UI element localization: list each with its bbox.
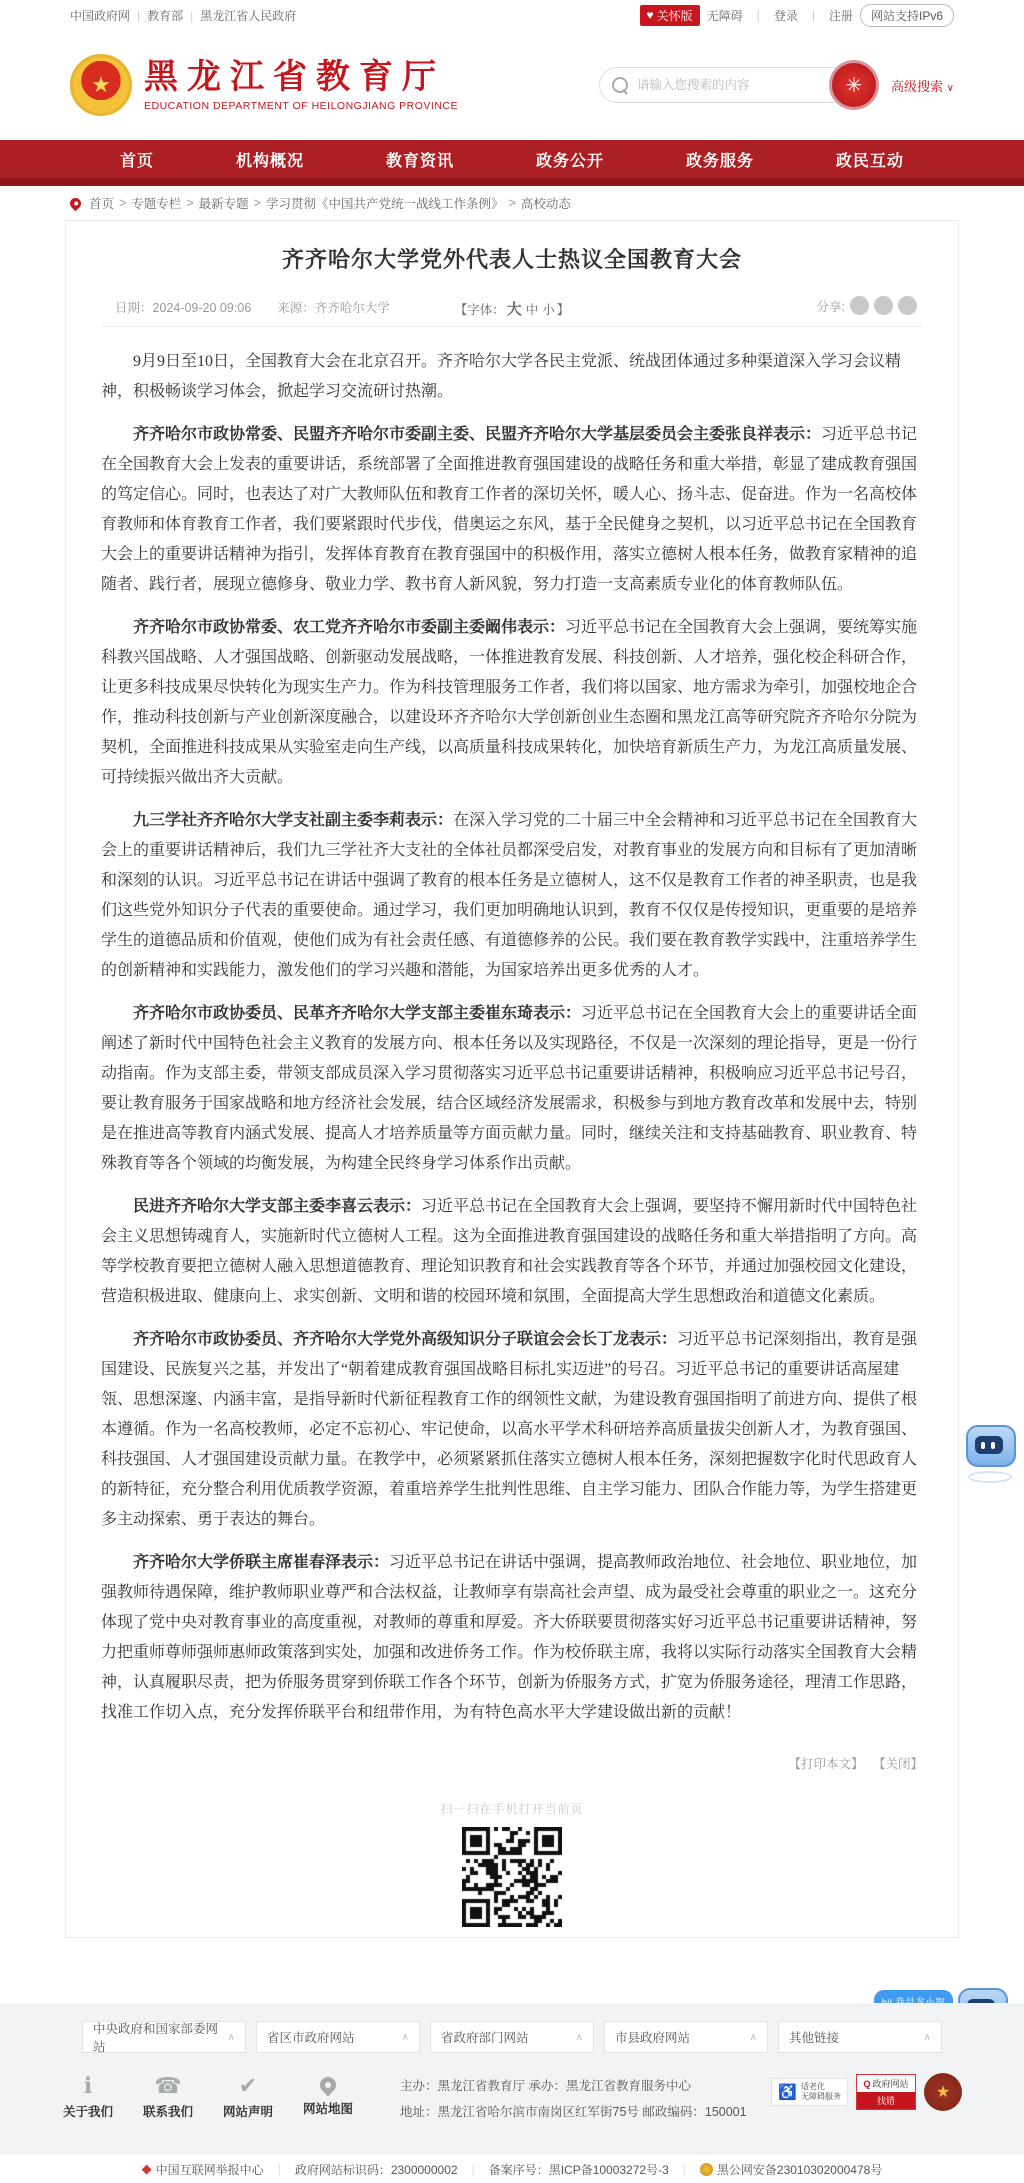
breadcrumb-separator: > (186, 196, 194, 210)
breadcrumb-separator: > (508, 196, 516, 210)
paragraph-lead: 齐齐哈尔市政协常委、农工党齐齐哈尔市委副主委阚伟表示： (133, 619, 566, 636)
select-other-links[interactable]: 其他链接 ∧ (778, 2021, 942, 2053)
site-map-link[interactable]: 网站地图 (302, 2073, 354, 2120)
link-china-gov[interactable]: 中国政府网 (70, 8, 131, 23)
breadcrumb-university-news[interactable]: 高校动态 (520, 197, 571, 211)
paragraph-text: 在深入学习党的二十届三中全会精神和习近平总书记在全国教育大会上的重要讲话精神后，我们九三学社齐大支社的全体社员都深受启发，对教育事业的发展方向和目标有了更加清晰和深刻的认识。习近平总书记在讲话中强调了教育的根本任务是立德树人，这不仅是教育工作者的神圣职责，也是我们这些党外知识分子代表的重要使命。通过学习，我们更加明确地认识到，教育不仅仅是传授知识，更重要的是培养学生的道德品质和价值观，使他们成为有社会责任感、有道德修养的公民。我们要在教育教学实践中，注重培养学生的创新精神和实践能力，激发他们的学习兴趣和潜能，为国家培养出更多优秀的人才。 (101, 812, 918, 979)
topbar-separator: | (756, 8, 760, 22)
contact-us-link[interactable]: ☎ 联系我们 (142, 2073, 193, 2119)
font-size-small-button[interactable]: 小 (542, 303, 555, 317)
paragraph-text: 习近平总书记在讲话中强调，提高教师政治地位、社会地位、职业地位，加强教师待遇保障，维护教师职业尊严和合法权益，让教师享有崇高社会声望、成为最受社会尊重的职业之一。这充分体现了党中央对教育事业的高度重视，对教师的尊重和厚爱。齐大侨联要贯彻落实好习近平总书记重要讲话精神，努力把重师尊师强师惠师政策落到实处，加强和改进侨务工作。作为校侨联主席，我将以实际行动落实全国教育大会精神，认真履职尽责，把为侨服务贯穿到侨联工作各个环节，创新为侨服务方式，扩宽为侨服务途径，理清工作思路，找准工作切入点，充分发挥侨联平台和纽带作用，为有特色高水平大学建设做出新的贡献！ (101, 1554, 918, 1721)
link-moe[interactable]: 教育部 (147, 8, 184, 23)
font-size-widget (455, 298, 570, 319)
breadcrumb-separator: > (119, 196, 127, 210)
site-title-english: EDUCATION DEPARTMENT OF HEILONGJIANG PROVINCE (144, 100, 459, 113)
article-meta-bar (101, 292, 923, 322)
search-submit-button[interactable] (829, 60, 879, 110)
seal-icon: ✳ (845, 74, 863, 97)
nav-edu-news[interactable]: 教育资讯 (385, 152, 454, 170)
article-body (101, 347, 923, 1728)
article-actions (101, 1754, 923, 1772)
paragraph-lead: 齐齐哈尔市政协委员、民革齐齐哈尔大学支部主委崔东琦表示： (133, 1005, 582, 1022)
paragraph-text: 9月9日至10日，全国教育大会在北京召开。齐齐哈尔大学各民主党派、统战团体通过多种渠道深入学习会议精神，积极畅谈学习体会，掀起学习交流研讨热潮。 (101, 353, 902, 400)
meta-divider (101, 326, 923, 327)
care-version-label: 关怀版 (656, 8, 693, 23)
font-size-large-button[interactable]: 大 (506, 301, 522, 318)
check-icon: ✔ (238, 2073, 258, 2098)
share-widget (817, 296, 917, 315)
qr-caption: 扫一扫在手机打开当前页 (440, 1802, 584, 1816)
about-us-link[interactable]: ℹ 关于我们 (62, 2073, 113, 2119)
ipv6-support-pill[interactable]: 网站支持IPv6 (860, 4, 954, 27)
footer-link-selects (82, 2021, 942, 2053)
robot-halo (968, 1471, 1012, 1483)
paragraph-lead: 齐齐哈尔市政协委员、齐齐哈尔大学党外高级知识分子联谊会会长丁龙表示： (133, 1331, 678, 1348)
footer-info (400, 2073, 747, 2125)
search-input[interactable] (635, 77, 769, 93)
font-size-prefix: 【字体： (454, 303, 505, 317)
article-paragraph (101, 347, 923, 407)
national-emblem-logo (70, 54, 132, 116)
share-weibo-icon[interactable] (874, 296, 893, 315)
phone-icon: ☎ (154, 2073, 182, 2098)
police-record-link[interactable]: 黑公网安备23010302000478号 (700, 2161, 882, 2178)
location-pin-icon (68, 195, 84, 211)
main-nav (0, 140, 1024, 178)
link-login[interactable]: 登录 (773, 8, 798, 23)
gov-site-id-code: 政府网站标识码：2300000002 (294, 2162, 458, 2177)
paragraph-lead: 九三学社齐齐哈尔大学支社副主委李莉表示： (133, 812, 454, 829)
nav-org-overview[interactable]: 机构概况 (235, 152, 304, 170)
search-area (599, 60, 954, 110)
footer-quick-links (62, 2073, 354, 2120)
article-paragraph (101, 613, 923, 793)
qr-section (101, 1800, 923, 1927)
error-report-logo: Q (863, 2078, 871, 2089)
wheelchair-icon: ♿ (778, 2084, 797, 2101)
topbar-right-links (640, 4, 954, 27)
chevron-up-icon: ∧ (401, 2031, 409, 2043)
party-gov-emblem-badge[interactable] (924, 2073, 962, 2111)
site-title: 黑龙江省教育厅 (144, 57, 445, 96)
info-icon: ℹ (83, 2073, 93, 2098)
site-header (0, 30, 1024, 140)
close-button[interactable]: 【关闭】 (872, 1757, 923, 1771)
icp-record-link[interactable]: 备案序号：黑ICP备10003272号-3 (488, 2162, 669, 2177)
paragraph-text: 习近平总书记深刻指出，教育是强国建设、民族复兴之基，并发出了“朝着建成教育强国战略目标扎实迈进”的号召。习近平总书记的重要讲话高屋建瓴、思想深邃、内涵丰富，是指导新时代新征程教育工作的纲领性文献，为建设教育强国指明了前进方向、提供了根本遵循。作为一名高校教师，必定不忘初心、牢记使命，以高水平学术科研培养高质量拔尖创新人才，为教育强国、科技强国、人才强国建设贡献力量。在教学中，必须紧紧抓住落实立德树人根本任务，深刻把握数字化时代思政育人的新特征，充分整合利用优质教学资源，着重培养学生批判性思维、自主学习能力、团队合作能力等，为学生搭建更多主动探索、勇于表达的舞台。 (101, 1331, 918, 1528)
site-brand (144, 58, 458, 112)
select-central-gov-sites[interactable]: 中央政府和国家部委网站 ∧ (82, 2021, 246, 2053)
select-province-gov-sites[interactable]: 省区市政府网站 ∧ (256, 2021, 420, 2053)
breadcrumb-latest-topics[interactable]: 最新专题 (198, 197, 249, 211)
accessibility-service-badge[interactable]: ♿ 适老化 无障碍服务 (771, 2078, 848, 2106)
care-version-button[interactable] (640, 5, 700, 26)
topbar-left-links (70, 7, 296, 24)
topbar-separator: | (137, 8, 141, 23)
internet-report-center-link[interactable]: ◆ 中国互联网举报中心 (141, 2161, 264, 2177)
nav-gov-disclosure[interactable]: 政务公开 (535, 152, 604, 170)
article-date: 日期：2024-09-20 09:06 (115, 301, 252, 315)
paragraph-text: 习近平总书记在全国教育大会上发表的重要讲话，系统部署了全面推进教育强国建设的战略任务和重大举措，彰显了建成教育强国的笃定信心。同时，也表达了对广大教师队伍和教育工作者的深切关怀，暖人心、扬斗志、促奋进。作为一名高校体育教师和体育教育工作者，我们要紧跟时代步伐，借奥运之东风，基于全民健身之契机，以习近平总书记在全国教育大会上的重要讲话精神为指引，发挥体育教育在教育强国中的积极作用，落实立德树人根本任务，做教育家精神的追随者、践行者，展现立德修身、敬业力学、教书育人新风貌，努力打造一支高素质专业化的体育教师队伍。 (101, 426, 918, 593)
article-source: 来源：齐齐哈尔大学 (277, 301, 390, 315)
footer (0, 2003, 1024, 2155)
paragraph-text: 习近平总书记在全国教育大会上强调，要统筹实施科教兴国战略、人才强国战略、创新驱动发展战略，一体推进教育发展、科技创新、人才培养，强化校企科研合作，让更多科技成果尽快转化为现实生产力。作为科技管理服务工作者，我们将以国家、地方需求为牵引，加强校地企合作，推动科技创新与产业创新深度融合，以建设环齐齐哈尔大学创新创业生态圈和黑龙江高等研究院齐齐哈尔分院为契机，全面推进科技成果从实验室走向生产线，以高质量科技成果转化，加快培育新质生产力，为龙江高质量发展、可持续振兴做出齐大贡献。 (101, 619, 918, 786)
print-button[interactable]: 【打印本文】 (788, 1757, 864, 1771)
footer-address-line: 地址：黑龙江省哈尔滨市南岗区红军街75号 邮政编码：150001 (400, 2105, 747, 2119)
qr-code (462, 1827, 562, 1927)
select-province-dept-sites[interactable]: 省政府部门网站 ∧ (430, 2021, 594, 2053)
article-paragraph (101, 1548, 923, 1728)
page-title: 齐齐哈尔大学党外代表人士热议全国教育大会 (281, 247, 742, 272)
footer-host-line: 主办：黑龙江省教育厅 承办：黑龙江省教育服务中心 (400, 2079, 691, 2093)
gov-site-error-report-badge[interactable]: Q 政府网站 找错 (856, 2074, 916, 2110)
report-center-icon: ◆ (141, 2161, 152, 2176)
footer-content-row (62, 2073, 962, 2125)
article-paragraph (101, 999, 923, 1179)
select-city-gov-sites[interactable]: 市县政府网站 ∧ (604, 2021, 768, 2053)
paragraph-lead: 齐齐哈尔大学侨联主席崔春泽表示： (133, 1554, 390, 1571)
font-size-suffix: 】 (556, 303, 570, 317)
bottom-record-bar (0, 2155, 1024, 2183)
article-paragraph (101, 1192, 923, 1312)
link-accessibility[interactable]: 无障碍 (706, 8, 743, 23)
chevron-up-icon: ∧ (749, 2031, 757, 2043)
map-pin-icon (317, 2074, 340, 2097)
nav-bottom-strip (0, 178, 1024, 186)
paragraph-text: 习近平总书记在全国教育大会上的重要讲话全面阐述了新时代中国特色社会主义教育的发展方向、根本任务以及实现路径，不仅是一次深刻的理论指导，更是一份行动指南。作为支部主委，带领支部成员深入学习贯彻落实习近平总书记重要讲话精神，积极响应习近平总书记号召，要让教育服务于国家战略和地方经济社会发展，结合区域经济发展需求，积极参与到地方教育改革和发展中去，特别是在推进高等教育内涵式发展、提高人才培养质量等方面贡献力量。同时，继续关注和支持基础教育、职业教育、特殊教育等各个领域的均衡发展，为构建全民终身学习体系作出贡献。 (101, 1005, 918, 1172)
star-icon: ★ (935, 2084, 951, 2101)
article-paragraph (101, 806, 923, 986)
paragraph-lead: 民进齐齐哈尔大学支部主委李喜云表示： (133, 1198, 422, 1215)
nav-public-interaction[interactable]: 政民互动 (835, 152, 904, 170)
breadcrumb (0, 186, 1024, 220)
bottom-bar-separator: | (471, 2162, 475, 2176)
heart-icon: ♥ (646, 8, 654, 22)
chevron-up-icon: ∧ (575, 2031, 583, 2043)
bottom-bar-separator: | (682, 2162, 686, 2176)
robot-icon (966, 1425, 1016, 1467)
share-label: 分享: (816, 299, 845, 314)
site-statement-link[interactable]: ✔ 网站声明 (222, 2073, 273, 2119)
link-register[interactable]: 注册 (828, 8, 853, 23)
article-meta-left (115, 298, 416, 316)
article-paragraph (101, 1325, 923, 1535)
assistant-robot-mid[interactable] (966, 1425, 1014, 1483)
paragraph-lead: 齐齐哈尔市政协常委、民盟齐齐哈尔市委副主委、民盟齐齐哈尔大学基层委员会主委张良祥表示： (133, 426, 822, 443)
paragraph-text: 习近平总书记在全国教育大会上强调，要坚持不懈用新时代中国特色社会主义思想铸魂育人，实施新时代立德树人工程。这为全面推进教育强国建设的战略任务和重大举措指明了方向。高等学校教育要把立德树人融入思想道德教育、理论知识教育和社会实践教育等各个环节，并通过加强校园文化建设，营造积极进取、健康向上、求实创新、文明和谐的校园环境和氛围，全面提高大学生思想政治和道德文化素质。 (101, 1198, 918, 1305)
star-icon: ★ (91, 72, 111, 97)
breadcrumb-study-regulation[interactable]: 学习贯彻《中国共产党统一战线工作条例》 (265, 197, 504, 211)
article-container (65, 220, 959, 1938)
chevron-down-icon: ∨ (946, 82, 954, 94)
top-utility-bar (0, 0, 1024, 30)
search-icon (612, 77, 628, 93)
advanced-search-link[interactable]: 高级搜索 ∨ (891, 78, 954, 94)
breadcrumb-home[interactable]: 首页 (89, 197, 115, 211)
bottom-bar-separator: | (277, 2162, 281, 2176)
share-wechat-icon[interactable] (850, 296, 869, 315)
topbar-separator: | (190, 8, 194, 23)
nav-home[interactable]: 首页 (120, 152, 155, 170)
footer-badges (771, 2073, 962, 2111)
chevron-up-icon: ∧ (227, 2031, 235, 2043)
topbar-separator: | (811, 8, 815, 22)
police-shield-icon (700, 2163, 713, 2176)
breadcrumb-separator: > (253, 196, 261, 210)
nav-gov-services[interactable]: 政务服务 (685, 152, 754, 170)
share-more-icon[interactable] (898, 296, 917, 315)
link-hlj-gov[interactable]: 黑龙江省人民政府 (200, 8, 297, 23)
article-paragraph (101, 420, 923, 600)
chevron-up-icon: ∧ (923, 2031, 931, 2043)
breadcrumb-topics[interactable]: 专题专栏 (131, 197, 182, 211)
font-size-medium-button[interactable]: 中 (525, 303, 539, 317)
search-box (599, 67, 853, 103)
